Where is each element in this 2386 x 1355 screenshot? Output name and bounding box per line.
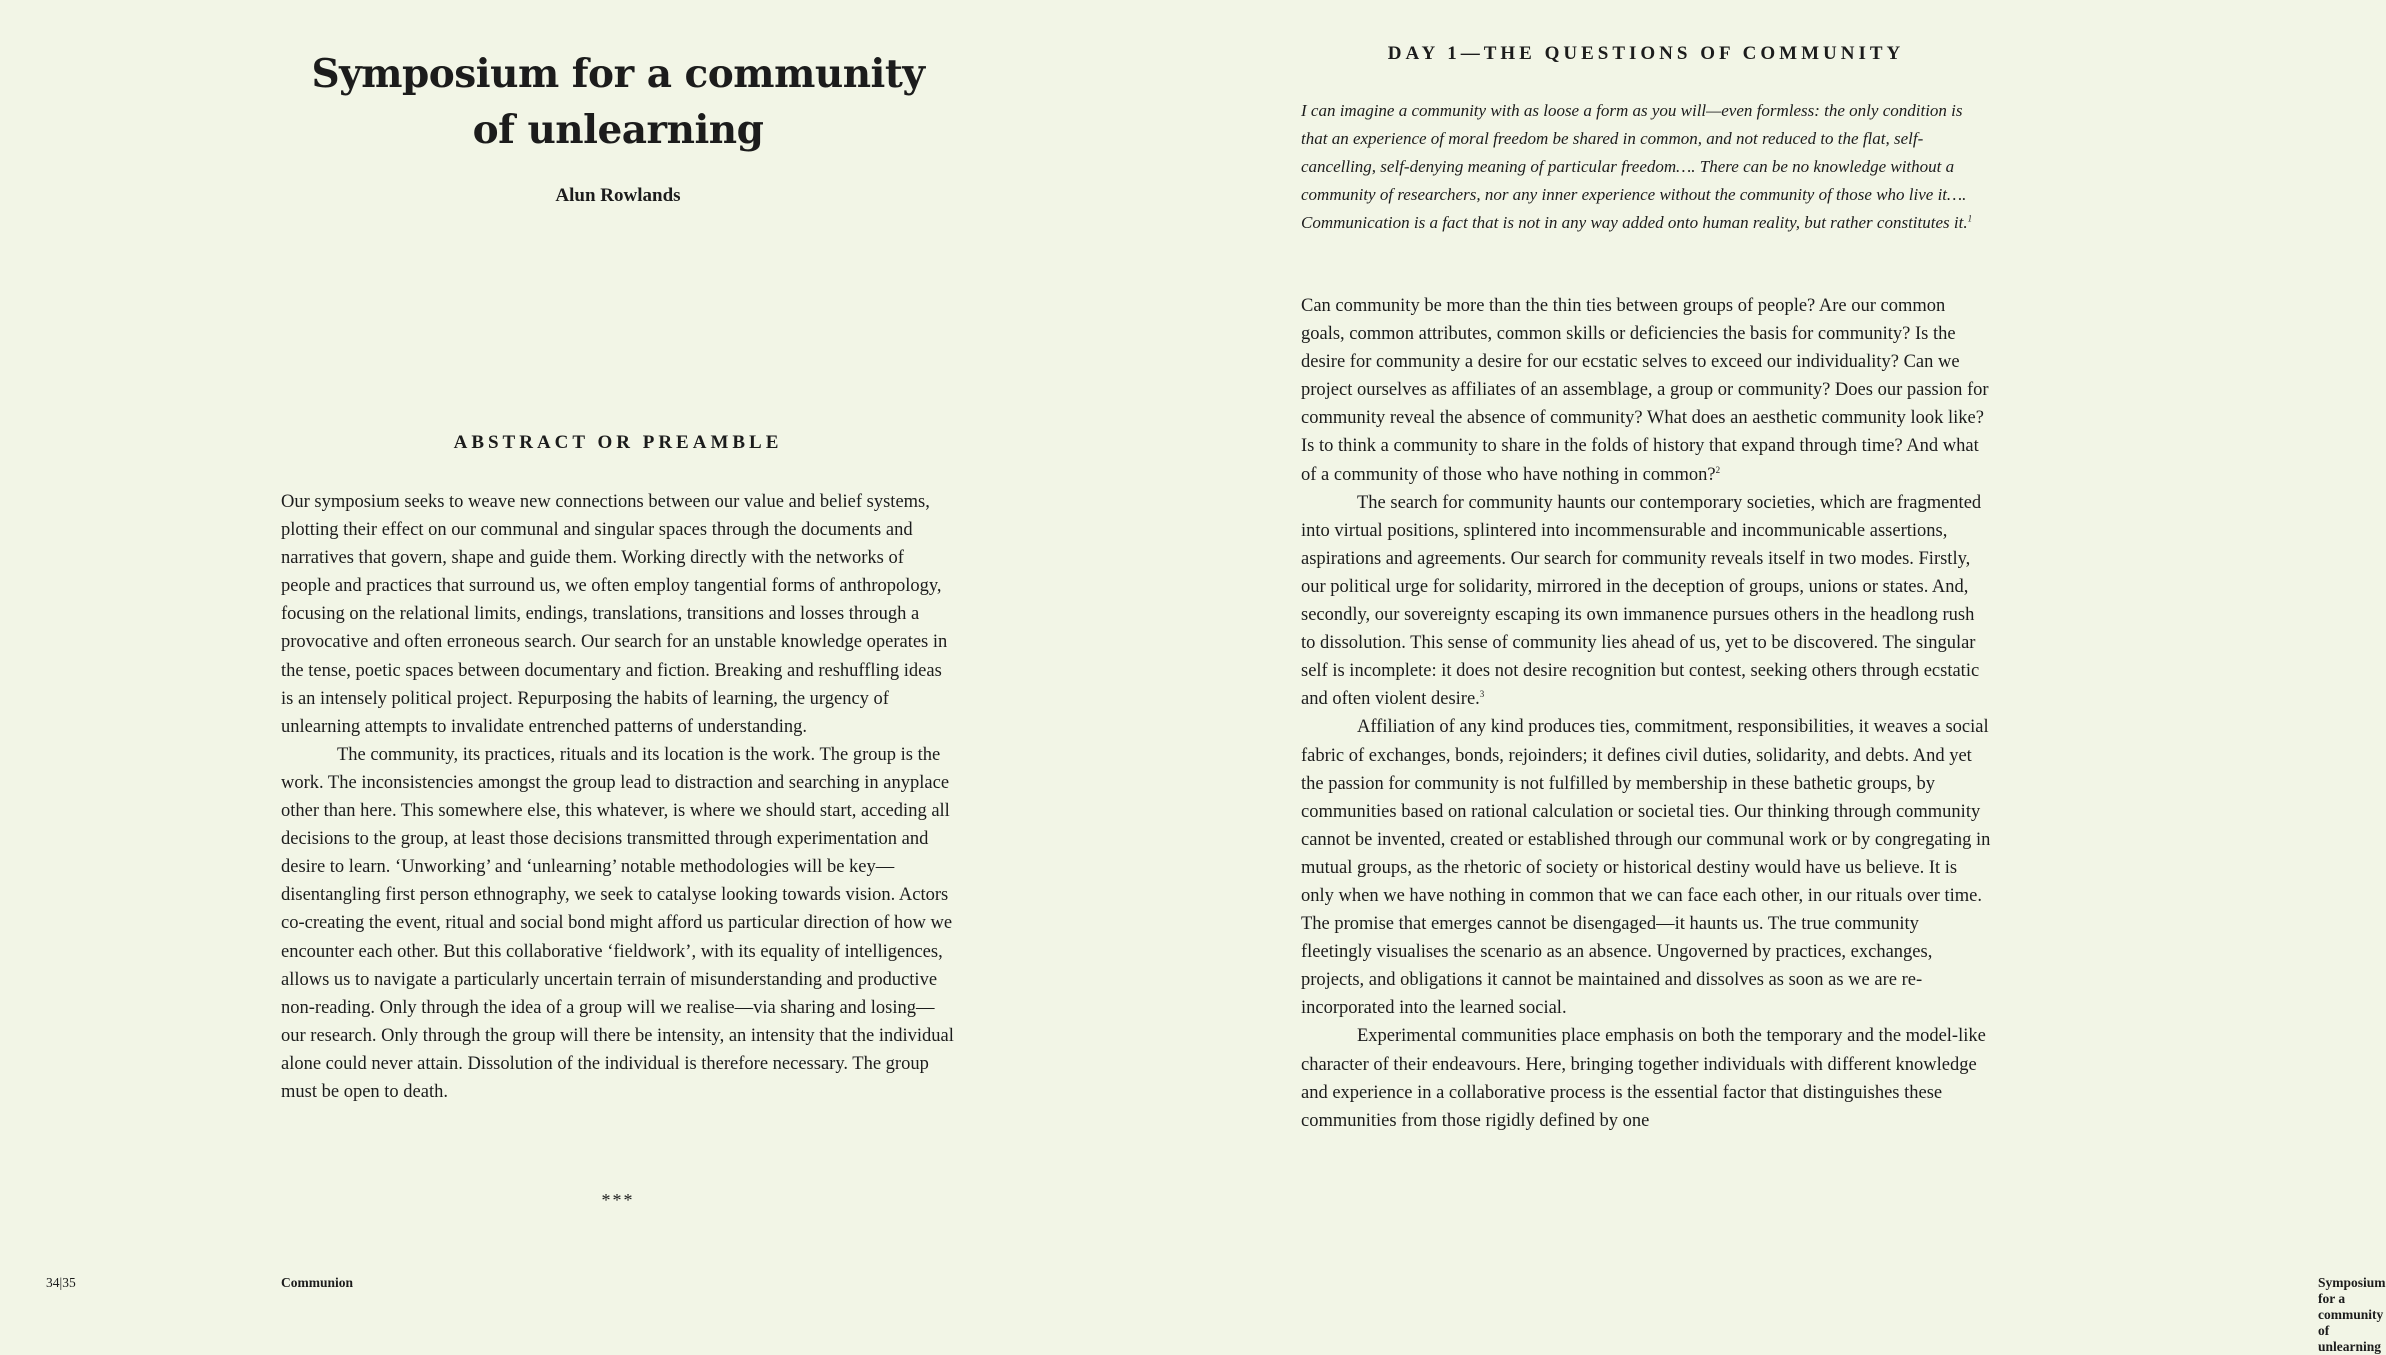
page-number: 34|35 bbox=[46, 1275, 76, 1290]
body-paragraph-4 bbox=[1301, 1022, 1991, 1134]
section-separator: *** bbox=[601, 1190, 635, 1210]
body-paragraph-3-text: Affiliation of any kind produces ties, commitment, responsibilities, it weaves a social fabric of exchanges, bonds, rejoinders; it defines civil duties, solidarity, and debts. And yet the passion for community is not fulfilled by membership in these bathetic groups, by communities based on rational calculation or societal ties. Our thinking through community cannot be invented, created or established through our communal work or by congregating in mutual groups, as the rhetoric of society or historical destiny would have us believe. It is only when we have nothing in common that we can face each other, in our rituals over time. The promise that emerges cannot be disengaged—it haunts us. The true community fleetingly visualises the scenario as an absence. Ungoverned by practices, exchanges, projects, and obligations it cannot be maintained and dissolves as soon as we are re-incorporated into the learned social. bbox=[1301, 717, 1991, 1019]
body-paragraph-1-text: Can community be more than the thin ties between groups of people? Are our common goals, common attributes, common skills or deficiencies the basis for community? Is the desire for community a desire for our ecstatic selves to exceed our individuality? Can we project ourselves as affiliates of an assemblage, a group or community? Does our passion for community reveal the absence of community? What does an aesthetic community look like? Is to think a community to share in the folds of history that expand through time? And what of a community of those who have nothing in common? bbox=[1301, 296, 1989, 485]
abstract-paragraph-1: Our symposium seeks to weave new connections between our value and belief systems, plotting their effect on our communal and singular spaces through the documents and narratives that govern, shape and guide them. Working directly with the networks of people and practices that surround us, we often employ tangential forms of anthropology, focusing on the relational limits, endings, translations, transitions and losses through a provocative and often erroneous search. Our search for an unstable knowledge operates in the tense, poetic spaces between documentary and fiction. Breaking and reshuffling ideas is an intensely political project. Repurposing the habits of learning, the urgency of unlearning attempts to invalidate entrenched patterns of understanding. bbox=[281, 492, 948, 737]
title-line-2: of unlearning bbox=[472, 107, 764, 153]
title-block bbox=[281, 46, 955, 208]
epigraph-text: I can imagine a community with as loose a form as you will—even formless: the only condition is that an experience of moral freedom be shared in common, and not reduced to the flat, self-cancelling, self-denying meaning of particular freedom…. There can be no knowledge without a community of researchers, nor any inner experience without the community of those who live it…. Communication is a fact that is not in any way added onto human reality, but rather constitutes it. bbox=[1301, 101, 1968, 232]
body-paragraph-1 bbox=[1301, 292, 1991, 489]
title-line-1: Symposium for a community bbox=[311, 51, 925, 97]
author-name: Alun Rowlands bbox=[555, 185, 681, 206]
abstract-heading: ABSTRACT OR PREAMBLE bbox=[453, 432, 783, 453]
day-heading: DAY 1—THE QUESTIONS OF COMMUNITY bbox=[1387, 43, 1905, 64]
footnote-ref-3: 3 bbox=[1479, 689, 1485, 700]
abstract-paragraph-2: The community, its practices, rituals and its location is the work. The group is the work. The inconsistencies amongst the group lead to distraction and searching in anyplace other than here. This somewhere else, this whatever, is where we should start, acceding all decisions to the group, at least those decisions transmitted through experimentation and desire to learn. ‘Unworking’ and ‘unlearning’ notable methodologies will be key—disentangling first person ethnography, we seek to catalyse looking towards vision. Actors co-creating the event, ritual and social bond might afford us particular direction of how we encounter each other. But this collaborative ‘fieldwork’, with its equality of intelligences, allows us to navigate a particularly uncertain terrain of misunderstanding and productive non-reading. Only through the idea of a group will we realise—via sharing and losing—our research. Only through the group will there be intensity, an intensity that the individual alone could never attain. Dissolution of the individual is therefore necessary. The group must be open to death. bbox=[281, 744, 954, 1102]
body-paragraph-2-text: The search for community haunts our contemporary societies, which are fragmented into virtual positions, splintered into incommensurable and incommunicable assertions, aspirations and agreements. Our search for community reveals itself in two modes. Firstly, our political urge for solidarity, mirrored in the deception of groups, unions or states. And, secondly, our sovereignty escaping its own immanence pursues others in the headlong rush to dissolution. This sense of community lies ahead of us, yet to be discovered. The singular self is incomplete: it does not desire recognition but contest, seeking others through ecstatic and often violent desire. bbox=[1301, 492, 1982, 710]
left-page bbox=[0, 0, 1017, 1342]
right-page bbox=[1017, 0, 2386, 1354]
body-paragraph-2 bbox=[1301, 489, 1991, 714]
footnote-ref-1: 1 bbox=[1967, 213, 1973, 224]
body-paragraph-4-text: Experimental communities place emphasis on both the temporary and the model-like character of their endeavours. Here, bringing together individuals with different knowledge and experience in a collaborative process is the essential factor that distinguishes these communities from those rigidly defined by one bbox=[1301, 1026, 1986, 1131]
right-body bbox=[1301, 292, 1991, 1135]
epigraph bbox=[1301, 97, 1991, 237]
body-paragraph-3 bbox=[1301, 713, 1991, 1022]
running-head-left: Communion bbox=[281, 1275, 354, 1290]
running-head-right: Symposium for a community of unlearning bbox=[2318, 1275, 2386, 1354]
footnote-ref-2: 2 bbox=[1715, 464, 1721, 475]
article-title bbox=[281, 46, 955, 158]
abstract-body bbox=[281, 488, 955, 1106]
